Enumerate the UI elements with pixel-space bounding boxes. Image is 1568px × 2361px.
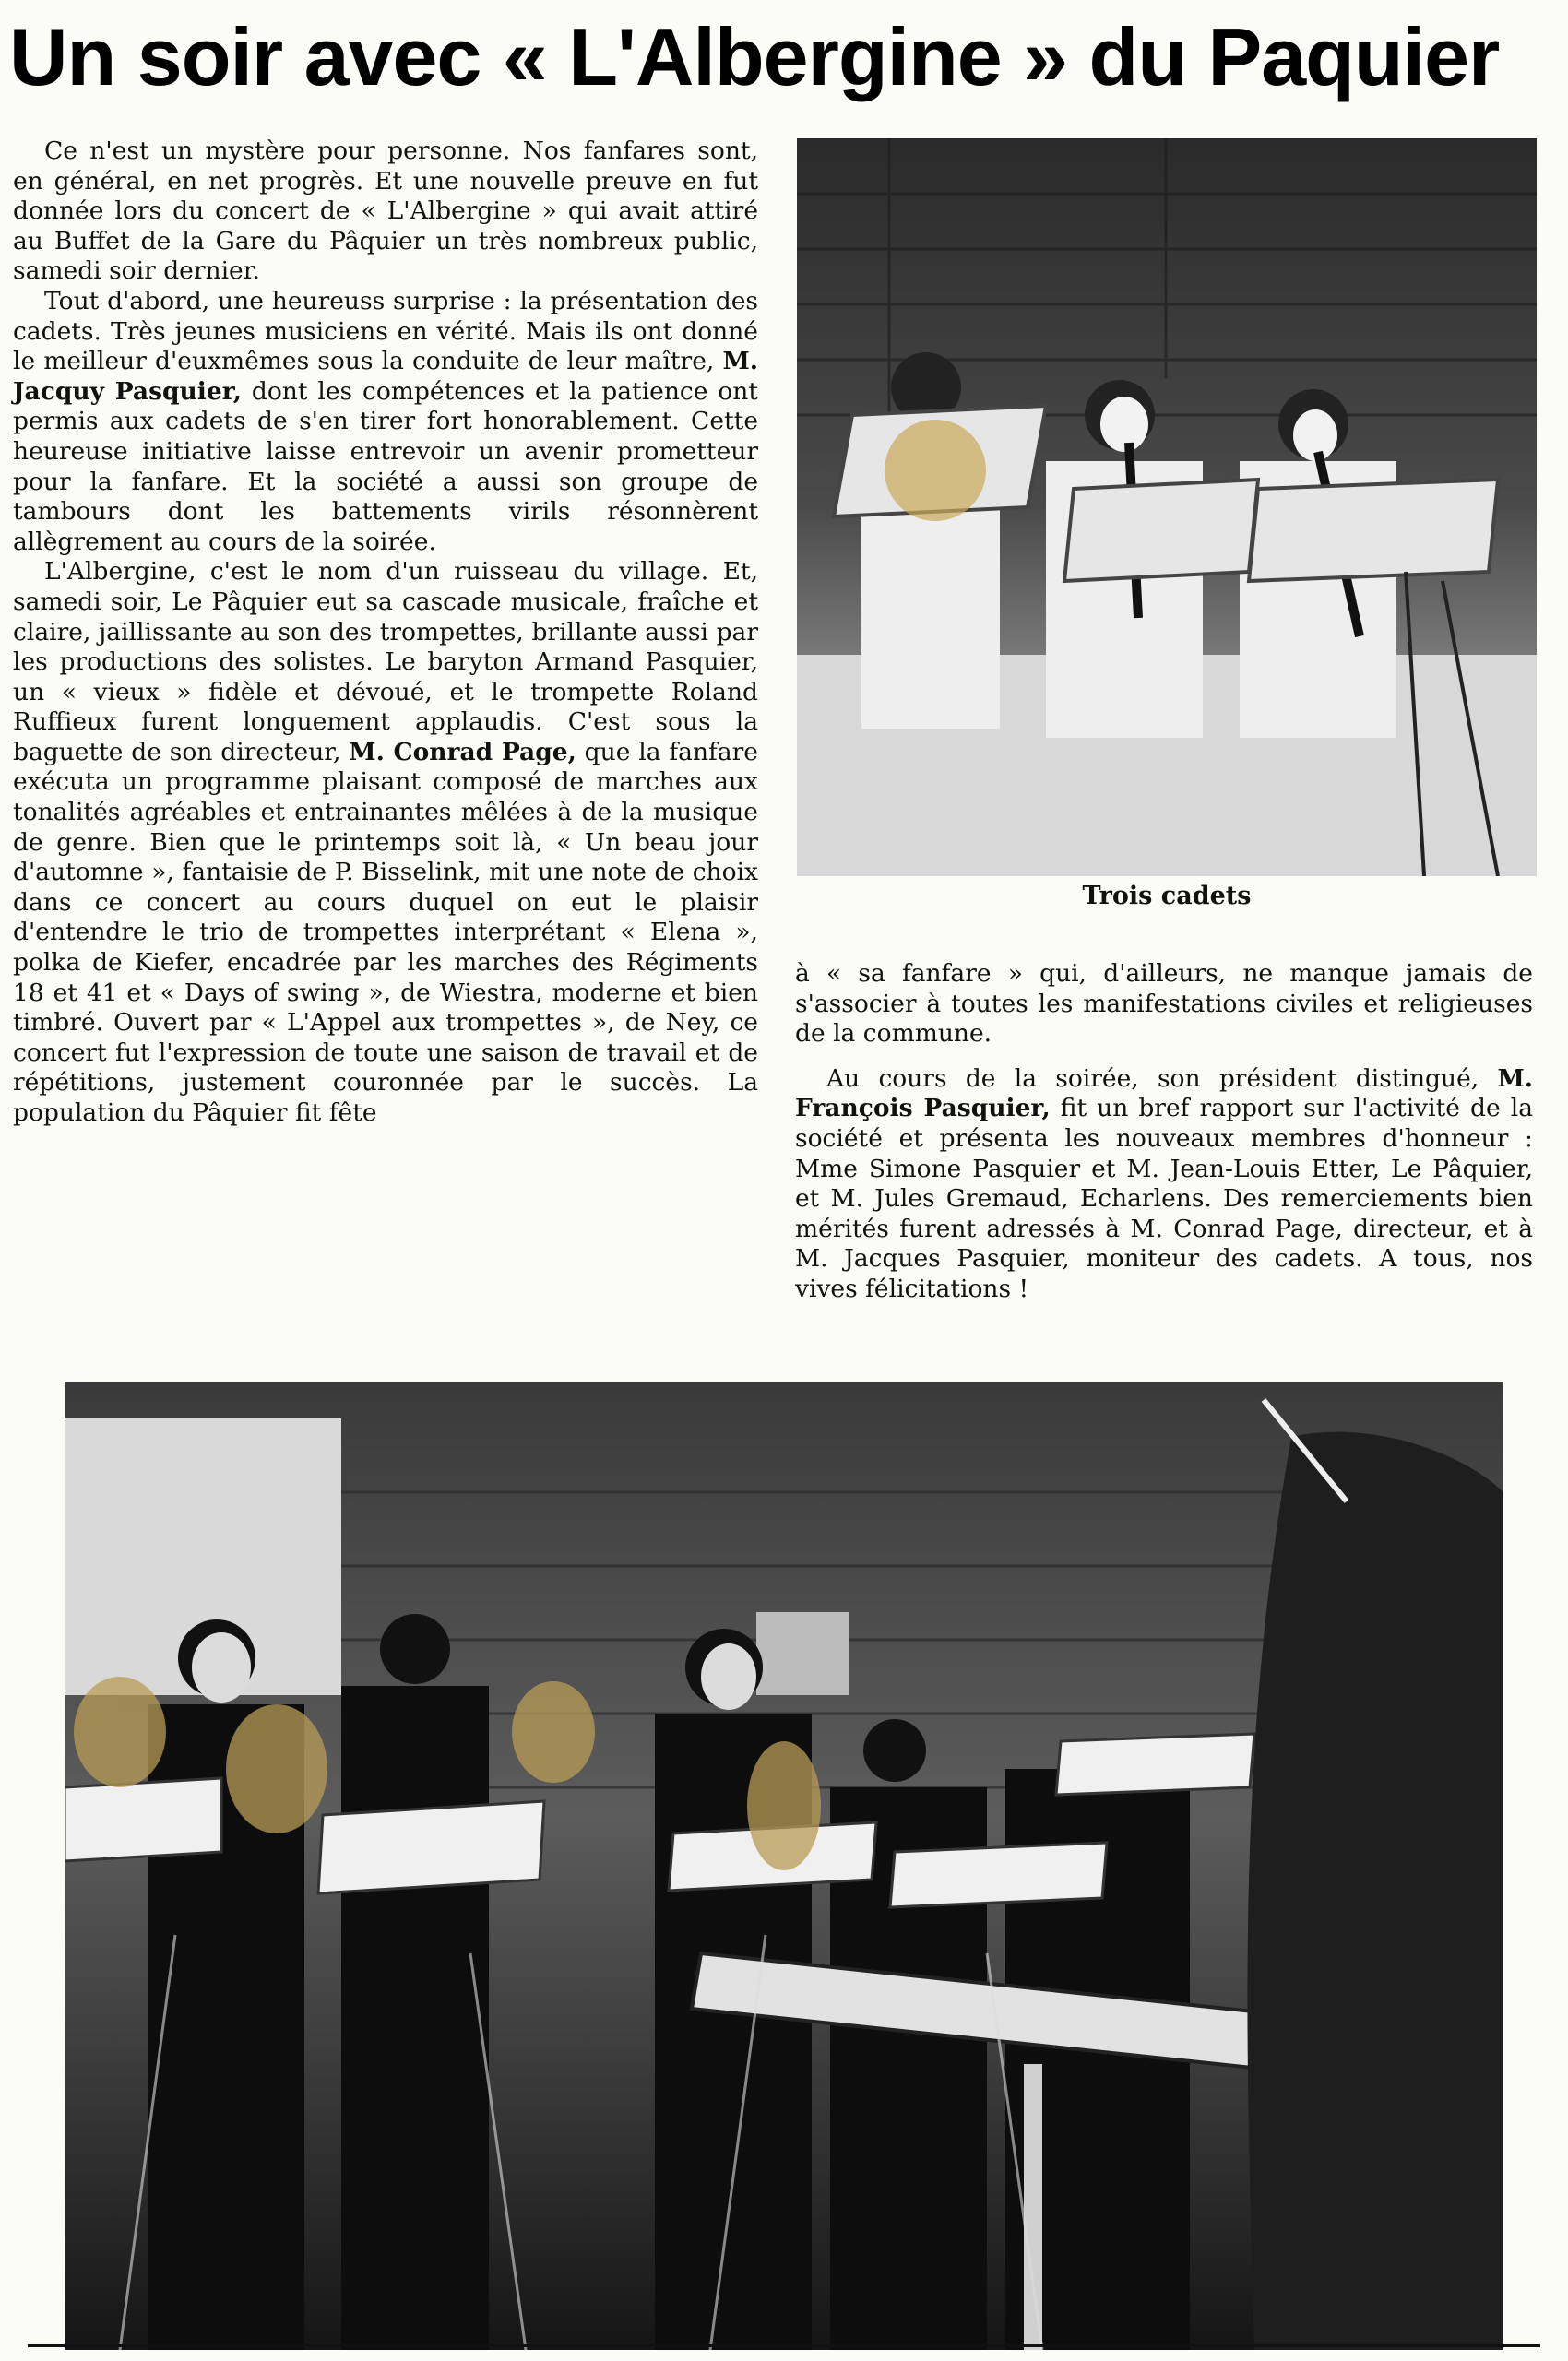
photo-caption: Trois cadets <box>1082 882 1252 910</box>
article-column-2 <box>795 959 1533 1305</box>
paragraph: à « sa fanfare » qui, d'ailleurs, ne manque jamais de s'associer à toutes les manifestations civiles et religieuses de la commune. <box>795 959 1533 1049</box>
paragraph: Ce n'est un mystère pour personne. Nos fanfares sont, en général, en net progrès. Et une nouvelle preuve en fut donnée lors du concert de « L'Albergine » qui avait attiré au Buffet de la Gare du Pâquier un très nombreux public, samedi soir dernier. <box>13 136 758 286</box>
article-column-1 <box>13 136 758 1129</box>
bottom-rule <box>28 2344 1540 2347</box>
photo-bottom <box>65 1382 1503 2350</box>
text-run: Au cours de la soirée, son président distingué, <box>826 1063 1498 1093</box>
person-name: M. Jacquy Pasquier, <box>13 347 758 406</box>
person-name: M. François Pasquier, <box>795 1063 1533 1123</box>
person-name: M. Conrad Page, <box>349 737 576 766</box>
text-run: dont les compétences et la patience ont permis aux cadets de s'en tirer fort honorablement. Cette heureuse initiative laisse entrevoir un avenir prometteur pour la fanfare. Et la société a aussi son groupe de tambours dont les battements virils résonnèrent allègrement au cours de la soirée. <box>13 376 758 556</box>
photo-young-musicians-icon <box>797 138 1537 876</box>
paragraph <box>13 557 758 1128</box>
text-run: que la fanfare exécuta un programme plaisant composé de marches aux tonalités agréables et entrainantes mêlées à de la musique de genre. Bien que le printemps soit là, « Un beau jour d'automne », fantaisie de P. Bisselink, mit une note de choix dans ce concert au cours duquel on eut le plaisir d'entendre le trio de trompettes interprétant « Elena », polka de Kiefer, encadrée par les marches des Régiments 18 et 41 et « Days of swing », de Wiestra, moderne et bien timbré. Ouvert par « L'Appel aux trompettes », de Ney, ce concert fut l'expression de toute une saison de travail et de répétitions, justement couronnée par le succès. La population du Pâquier fit fête <box>13 737 758 1127</box>
text-run: fit un bref rapport sur l'activité de la société et présenta les nouveaux membres d'honneur : Mme Simone Pasquier et M. Jean-Louis Etter, Le Pâquier, et M. Jules Gremaud, Echarlens. Des remerciements bien mérités furent adressés à M. Conrad Page, directeur, et à M. Jacques Pasquier, moniteur des cadets. A tous, nos vives félicitations ! <box>795 1094 1533 1303</box>
photo-brass-band-conductor-icon <box>65 1382 1503 2350</box>
photo-top <box>797 138 1537 876</box>
text-run: Tout d'abord, une heureuss surprise : la présentation des cadets. Très jeunes musiciens en vérité. Mais ils ont donné le meilleur d'euxmêmes sous la conduite de leur maître, <box>13 286 758 376</box>
headline: Un soir avec « L'Albergine » du Paquier <box>9 11 1500 102</box>
text-run: L'Albergine, c'est le nom d'un ruisseau du village. Et, samedi soir, Le Pâquier eut sa cascade musicale, fraîche et claire, jaillissante au son des trompettes, brillante aussi par les productions des solistes. Le baryton Armand Pasquier, un « vieux » fidèle et dévoué, et le trompette Roland Ruffieux furent longuement applaudis. C'est sous la baguette de son directeur, <box>13 557 758 766</box>
paragraph <box>13 287 758 557</box>
paragraph <box>795 1064 1533 1305</box>
